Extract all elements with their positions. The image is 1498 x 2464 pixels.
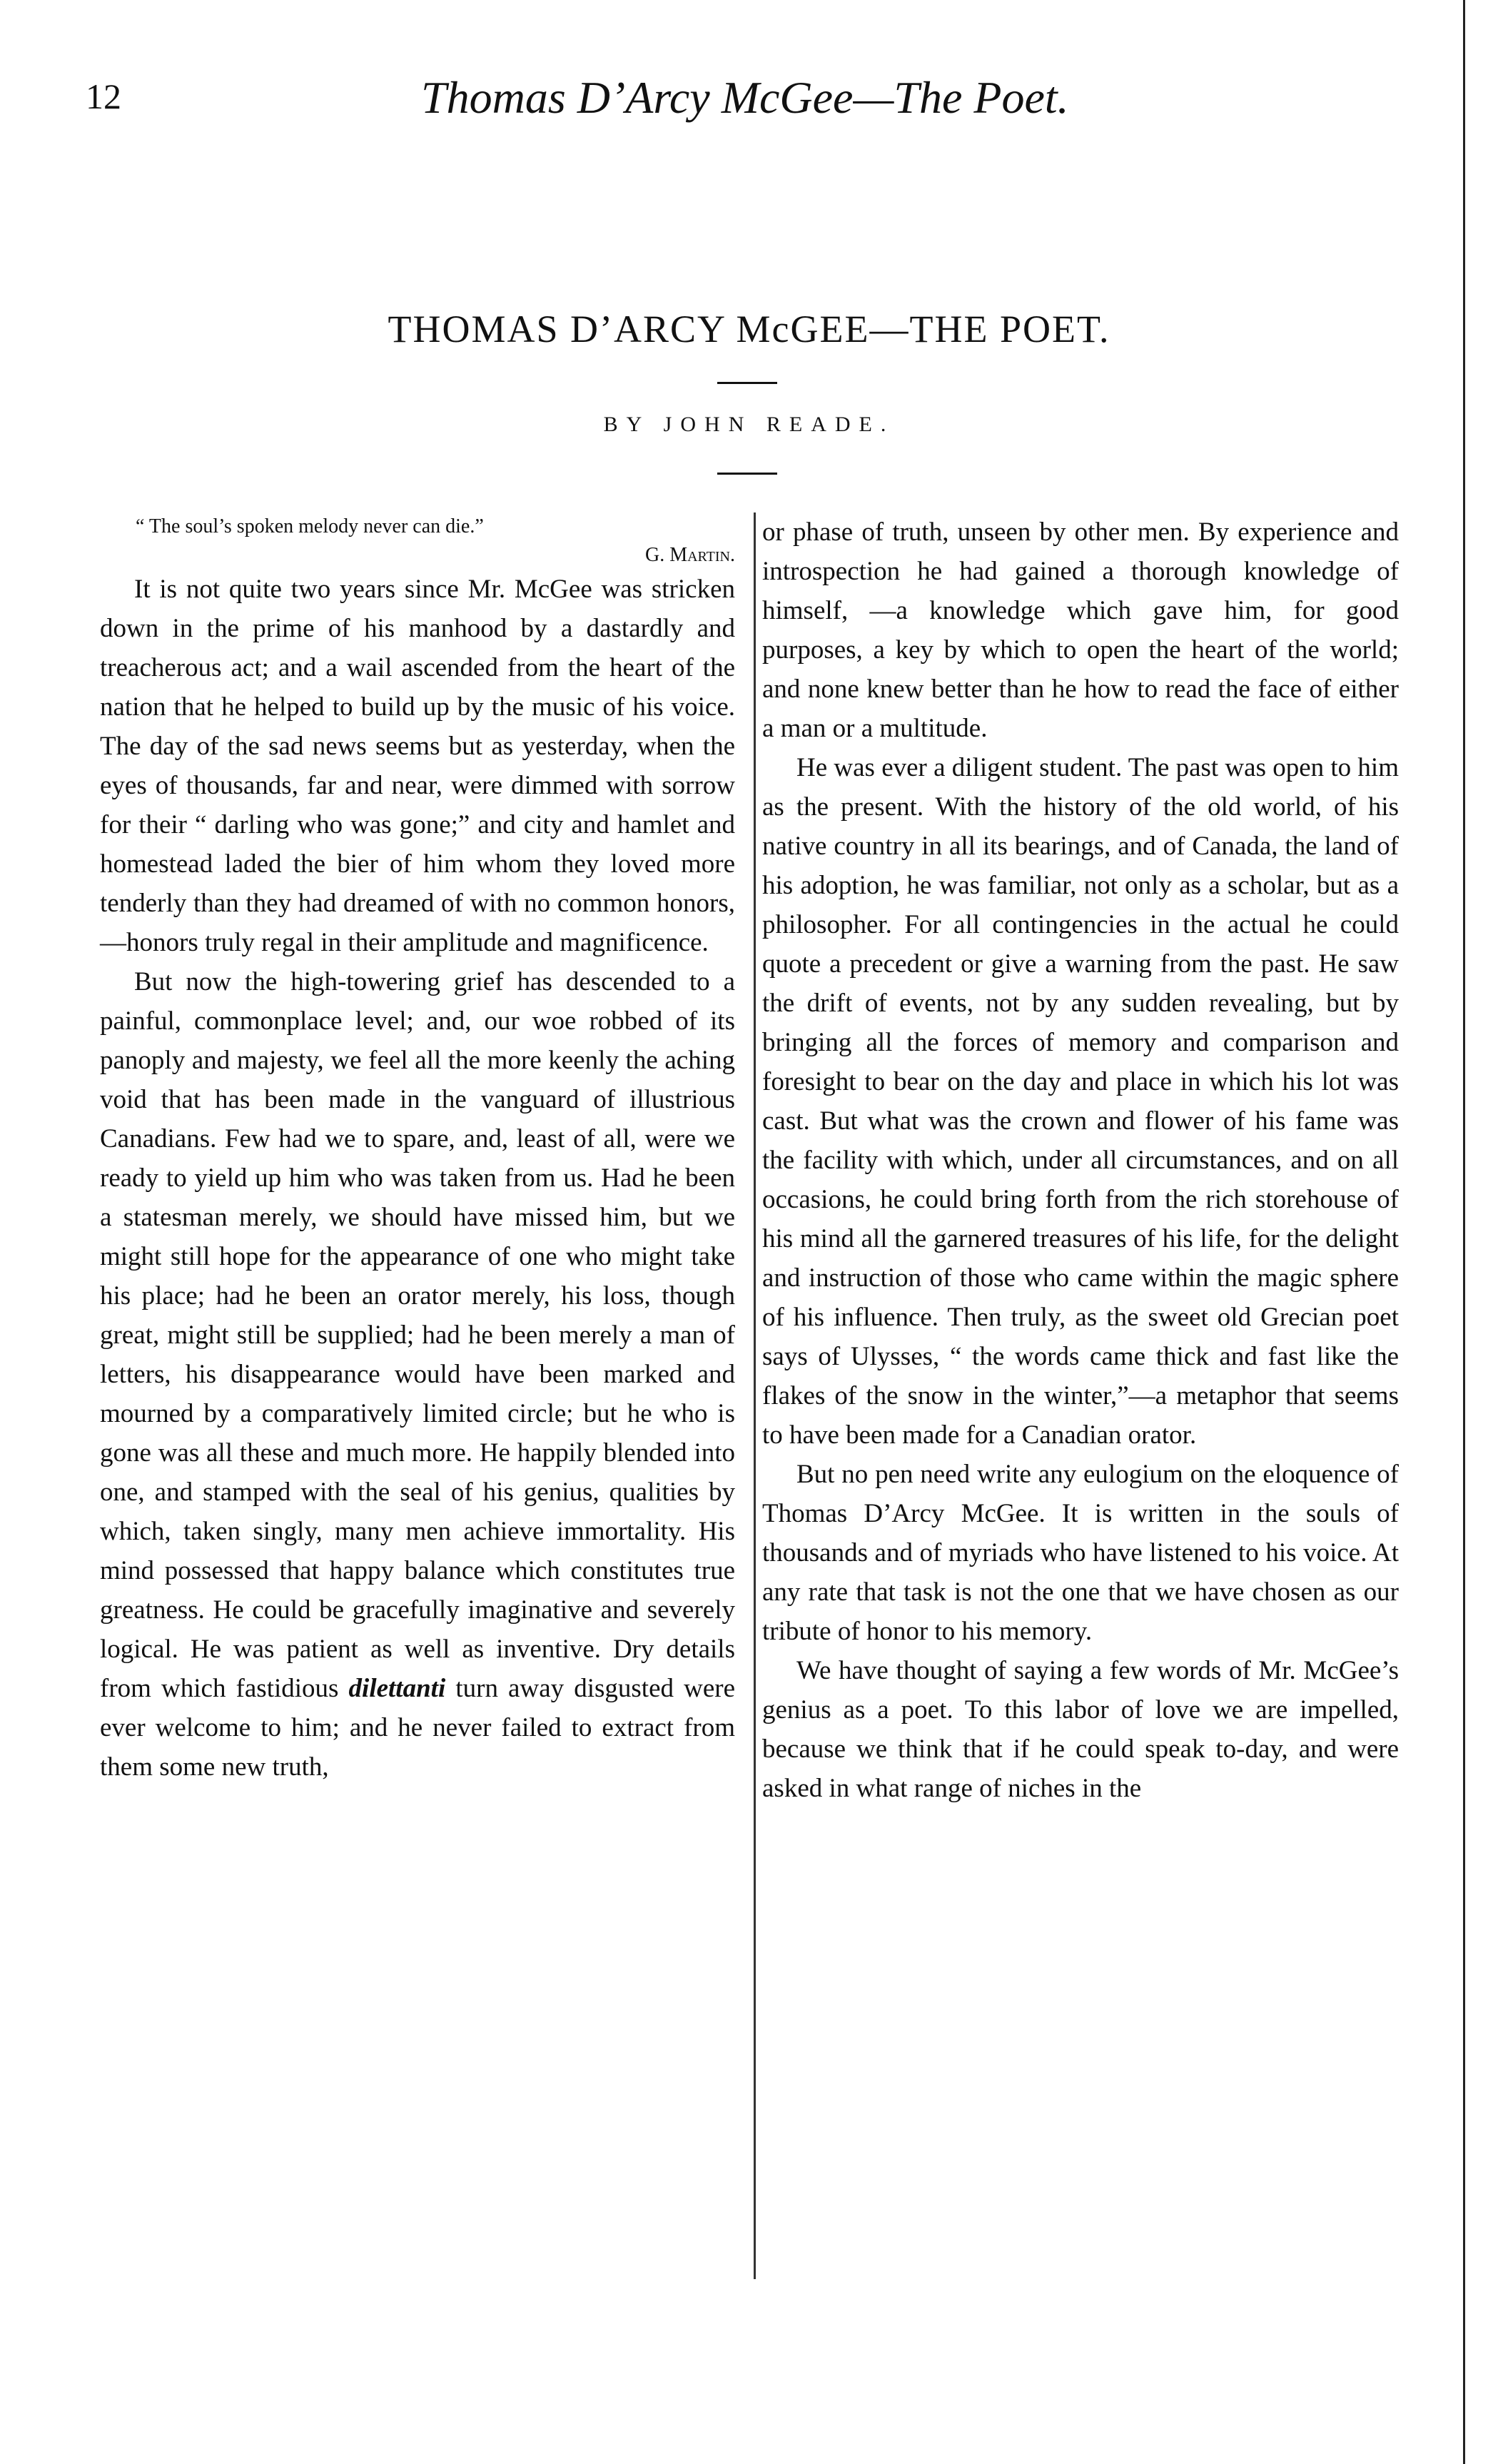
italic-term: dilettanti [348, 1674, 446, 1703]
page-edge-line [1463, 0, 1465, 2464]
paragraph: He was ever a diligent student. The past was open to him as the present. With the history of the old world, of his native country in all its bearings, and of Canada, the land of his adoption, he was familiar, not only as a scholar, but as a philosopher. For all contingencies in the actual he could quote a precedent or give a warning from the past. He saw the drift of events, not by any sudden revealing, but by bringing all the forces of memory and comparison and foresight to bear on the day and place in which his lot was cast. But what was the crown and flower of his fame was the facility with which, under all circumstances, and on all occasions, he could bring forth from the rich storehouse of his mind all the garnered treasures of his life, for the delight and instruction of those who came within the magic sphere of his influence. Then truly, as the sweet old Grecian poet says of Ulysses, “ the words came thick and fast like the flakes of the snow in the winter,”—a metaphor that seems to have been made for a Canadian orator. [762, 753, 1399, 1450]
epigraph-quote: “ The soul’s spoken melody never can die.” [136, 515, 484, 537]
paragraph: It is not quite two years since Mr. McGee was stricken down in the prime of his manhood by a dastardly and treacherous act; and a wail ascended from the heart of the nation that he helped to build up by the music of his voice. The day of the sad news seems but as yesterday, when the eyes of thousands, far and near, were dimmed with sorrow for their “ darling who was gone;” and city and hamlet and homestead laded the bier of him whom they loved more tenderly than they had dreamed of with no common honors,—honors truly regal in their amplitude and magnificence. [100, 575, 735, 957]
running-header [71, 71, 1427, 128]
right-column [762, 513, 1399, 1808]
title-divider [717, 382, 777, 384]
running-title: Thomas D’Arcy McGee—The Poet. [421, 72, 1069, 123]
paragraph-text: But now the high-towering grief has descended to a painful, commonplace level; and, our woe robbed of its panoply and majesty, we feel all the more keenly the aching void that has been made in the vanguard of illustrious Canadians. Few had we to spare, and, least of all, were we ready to yield up him who was taken from us. Had he been a statesman merely, we should have missed him, but we might still hope for the appearance of one who might take his place; had he been an orator merely, his loss, though great, might still be supplied; had he been merely a man of letters, his disappearance would have been marked and mourned by a comparatively limited circle; but he who is gone was all these and much more. He happily blended into one, and stamped with the seal of his genius, qualities by which, taken singly, many men achieve immortality. His mind possessed that happy balance which constitutes true greatness. He could be gracefully imaginative and severely logical. He was patient as well as inventive. Dry details from which fastidious [100, 967, 735, 1703]
paragraph: But no pen need write any eulogium on the eloquence of Thomas D’Arcy McGee. It is written in the souls of thousands and of myriads who have listened to his voice. At any rate that task is not the one that we have chosen as our tribute of honor to his memory. [762, 1460, 1399, 1646]
left-column [100, 513, 735, 1787]
column-divider [754, 513, 756, 2279]
paragraph: We have thought of saying a few words of Mr. McGee’s genius as a poet. To this labor of love we are impelled, because we think that if he could speak to-day, and were asked in what range of niches in the [762, 1656, 1399, 1803]
epigraph-author: G. Martin. [644, 544, 735, 566]
paragraph-text: turn away disgusted were ever welcome to him; and he never failed to extract from them some new truth, [100, 1674, 735, 1782]
article-title: THOMAS D’ARCY McGEE—THE POET. [388, 308, 1110, 350]
byline-divider [717, 473, 777, 475]
article-byline: BY JOHN READE. [603, 413, 895, 436]
page-number: 12 [86, 76, 121, 116]
paragraph [100, 962, 735, 1787]
paragraph-continued: or phase of truth, unseen by other men. By experience and introspection he had gained a thorough knowledge of himself, —a knowledge which gave him, for good purposes, a key by which to open the heart of the world; and none knew better than he how to read the face of either a man or a multitude. [762, 517, 1399, 743]
